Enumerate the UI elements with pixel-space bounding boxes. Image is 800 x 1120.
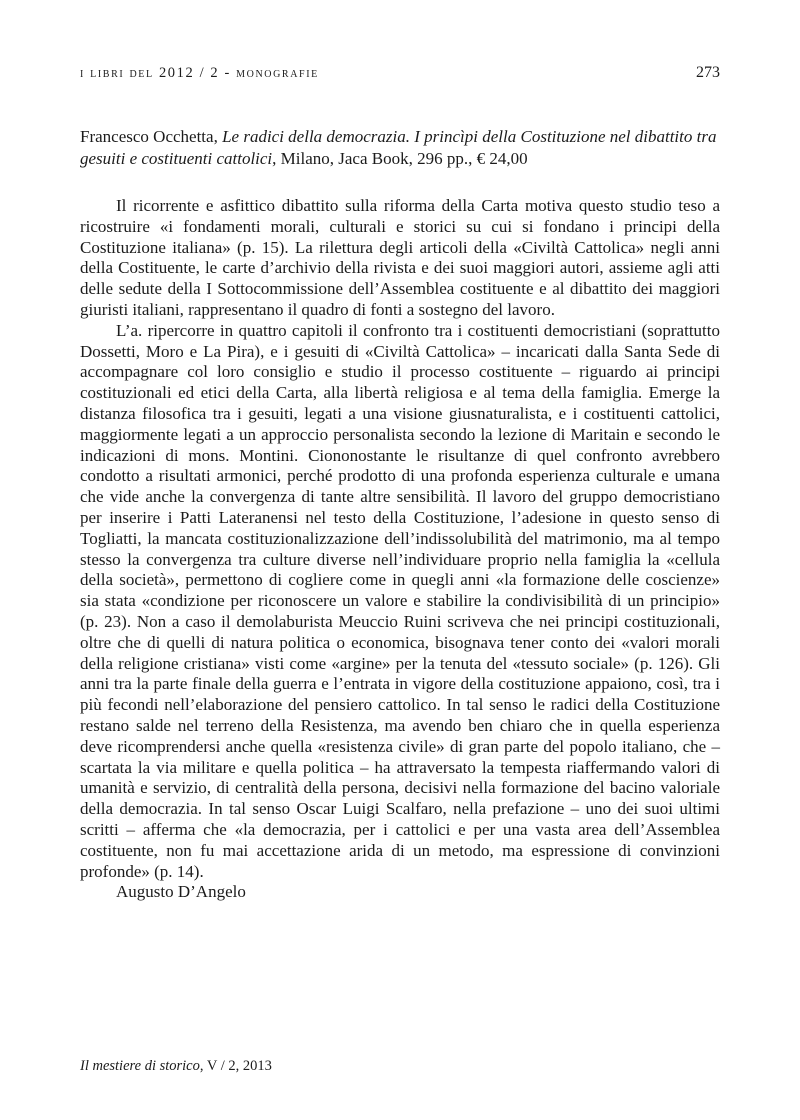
review-body bbox=[80, 196, 720, 903]
book-publication-details: , Milano, Jaca Book, 296 pp., € 24,00 bbox=[272, 149, 528, 168]
review-paragraph: Il ricorrente e asfittico dibattito sulla riforma della Carta motiva questo studio teso a ricostruire «i fondamenti morali, culturali e storici su cui si fondano i principi della Costituzione italiana» (p. 15). La rilettura degli articoli della «Civiltà Cattolica» negli anni della Costituente, le carte d’archivio della rivista e dei suoi maggiori autori, assieme agli atti delle sedute della I Sottocommissione dell’Assemblea costituente e al dibattito dei maggiori giuristi italiani, rappresentano il quadro di fonti a sostegno del lavoro. bbox=[80, 196, 720, 319]
journal-title: Il mestiere di storico bbox=[80, 1058, 200, 1074]
book-author: Francesco Occhetta, bbox=[80, 127, 223, 146]
journal-footer bbox=[80, 1058, 272, 1075]
book-citation bbox=[80, 126, 720, 170]
journal-issue: , V / 2, 2013 bbox=[199, 1058, 272, 1074]
running-header bbox=[80, 64, 720, 88]
page-number: 273 bbox=[696, 64, 720, 81]
review-author-signature: Augusto D’Angelo bbox=[116, 882, 246, 902]
review-paragraph: L’a. ripercorre in quattro capitoli il confronto tra i costituenti democristiani (soprattutto Dossetti, Moro e La Pira), e i gesuiti di «Civiltà Cattolica» – incaricati dalla Santa Sede di accompagnare col loro consiglio e studio il processo costituente – riguardo ai principi costituzionali ed etici della Carta, alla libertà religiosa e al tema della famiglia. Emerge la distanza filosofica tra i gesuiti, legati a una visione giusnaturalista, e i costituenti cattolici, maggiormente legati a un approccio personalista secondo la lezione di Maritain e secondo le indicazioni di mons. Montini. Ciononostante le risultanze di quel confronto avrebbero condotto a risultati armonici, perché prodotto di una profonda esperienza culturale e umana che vide anche la convergenza di tante altre sensibilità. Il lavoro del gruppo democristiano per inserire i Patti Lateranensi nel testo della Costituzione, l’adesione in questo senso di Togliatti, la mancata costituzionalizzazione dell’indissolubilità del matrimonio, ma al tempo stesso la convergenza tra culture diverse nell’individuare proprio nella famiglia la «cellula della società», permettono di cogliere come in quegli anni «la formazione delle coscienze» sia stata «condizione per riconoscere un valore e stabilire la condivisibilità di un principio» (p. 23). Non a caso il demolaburista Meuccio Ruini scriveva che nei principi costituzionali, oltre che di quelli di natura politica o economica, bisognava tener conto dei «valori morali della religione cristiana» visti come «argine» per la tenuta del «tessuto sociale» (p. 126). Gli anni tra la parte finale della guerra e l’entrata in vigore della costituzione appaiono, così, tra i più fecondi nell’elaborazione del pensiero cattolico. In tal senso le radici della Costituzione restano salde nel terreno della Resistenza, ma avendo ben chiaro che in quella esperienza deve ricomprendersi anche quella «resistenza civile» di gran parte del popolo italiano, che – scartata la via militare e quella politica – ha attraversato la tempesta riaffermando valori di umanità e servizio, di centralità della persona, decisivi nella formazione del bacino valoriale della democrazia. In tal senso Oscar Luigi Scalfaro, nella prefazione – uno dei suoi ultimi scritti – afferma che «la democrazia, per i cattolici e per una vasta area dell’Assemblea costituente, non fu mai accettazione arida di un metodo, ma espressione di convinzioni profonde» (p. 14). bbox=[80, 320, 720, 881]
book-title: Le radici della democrazia. I princìpi della Costituzione nel dibattito tra gesuiti e costituenti cattolici bbox=[80, 127, 717, 168]
section-title: i libri del 2012 / 2 - monografie bbox=[80, 65, 319, 81]
